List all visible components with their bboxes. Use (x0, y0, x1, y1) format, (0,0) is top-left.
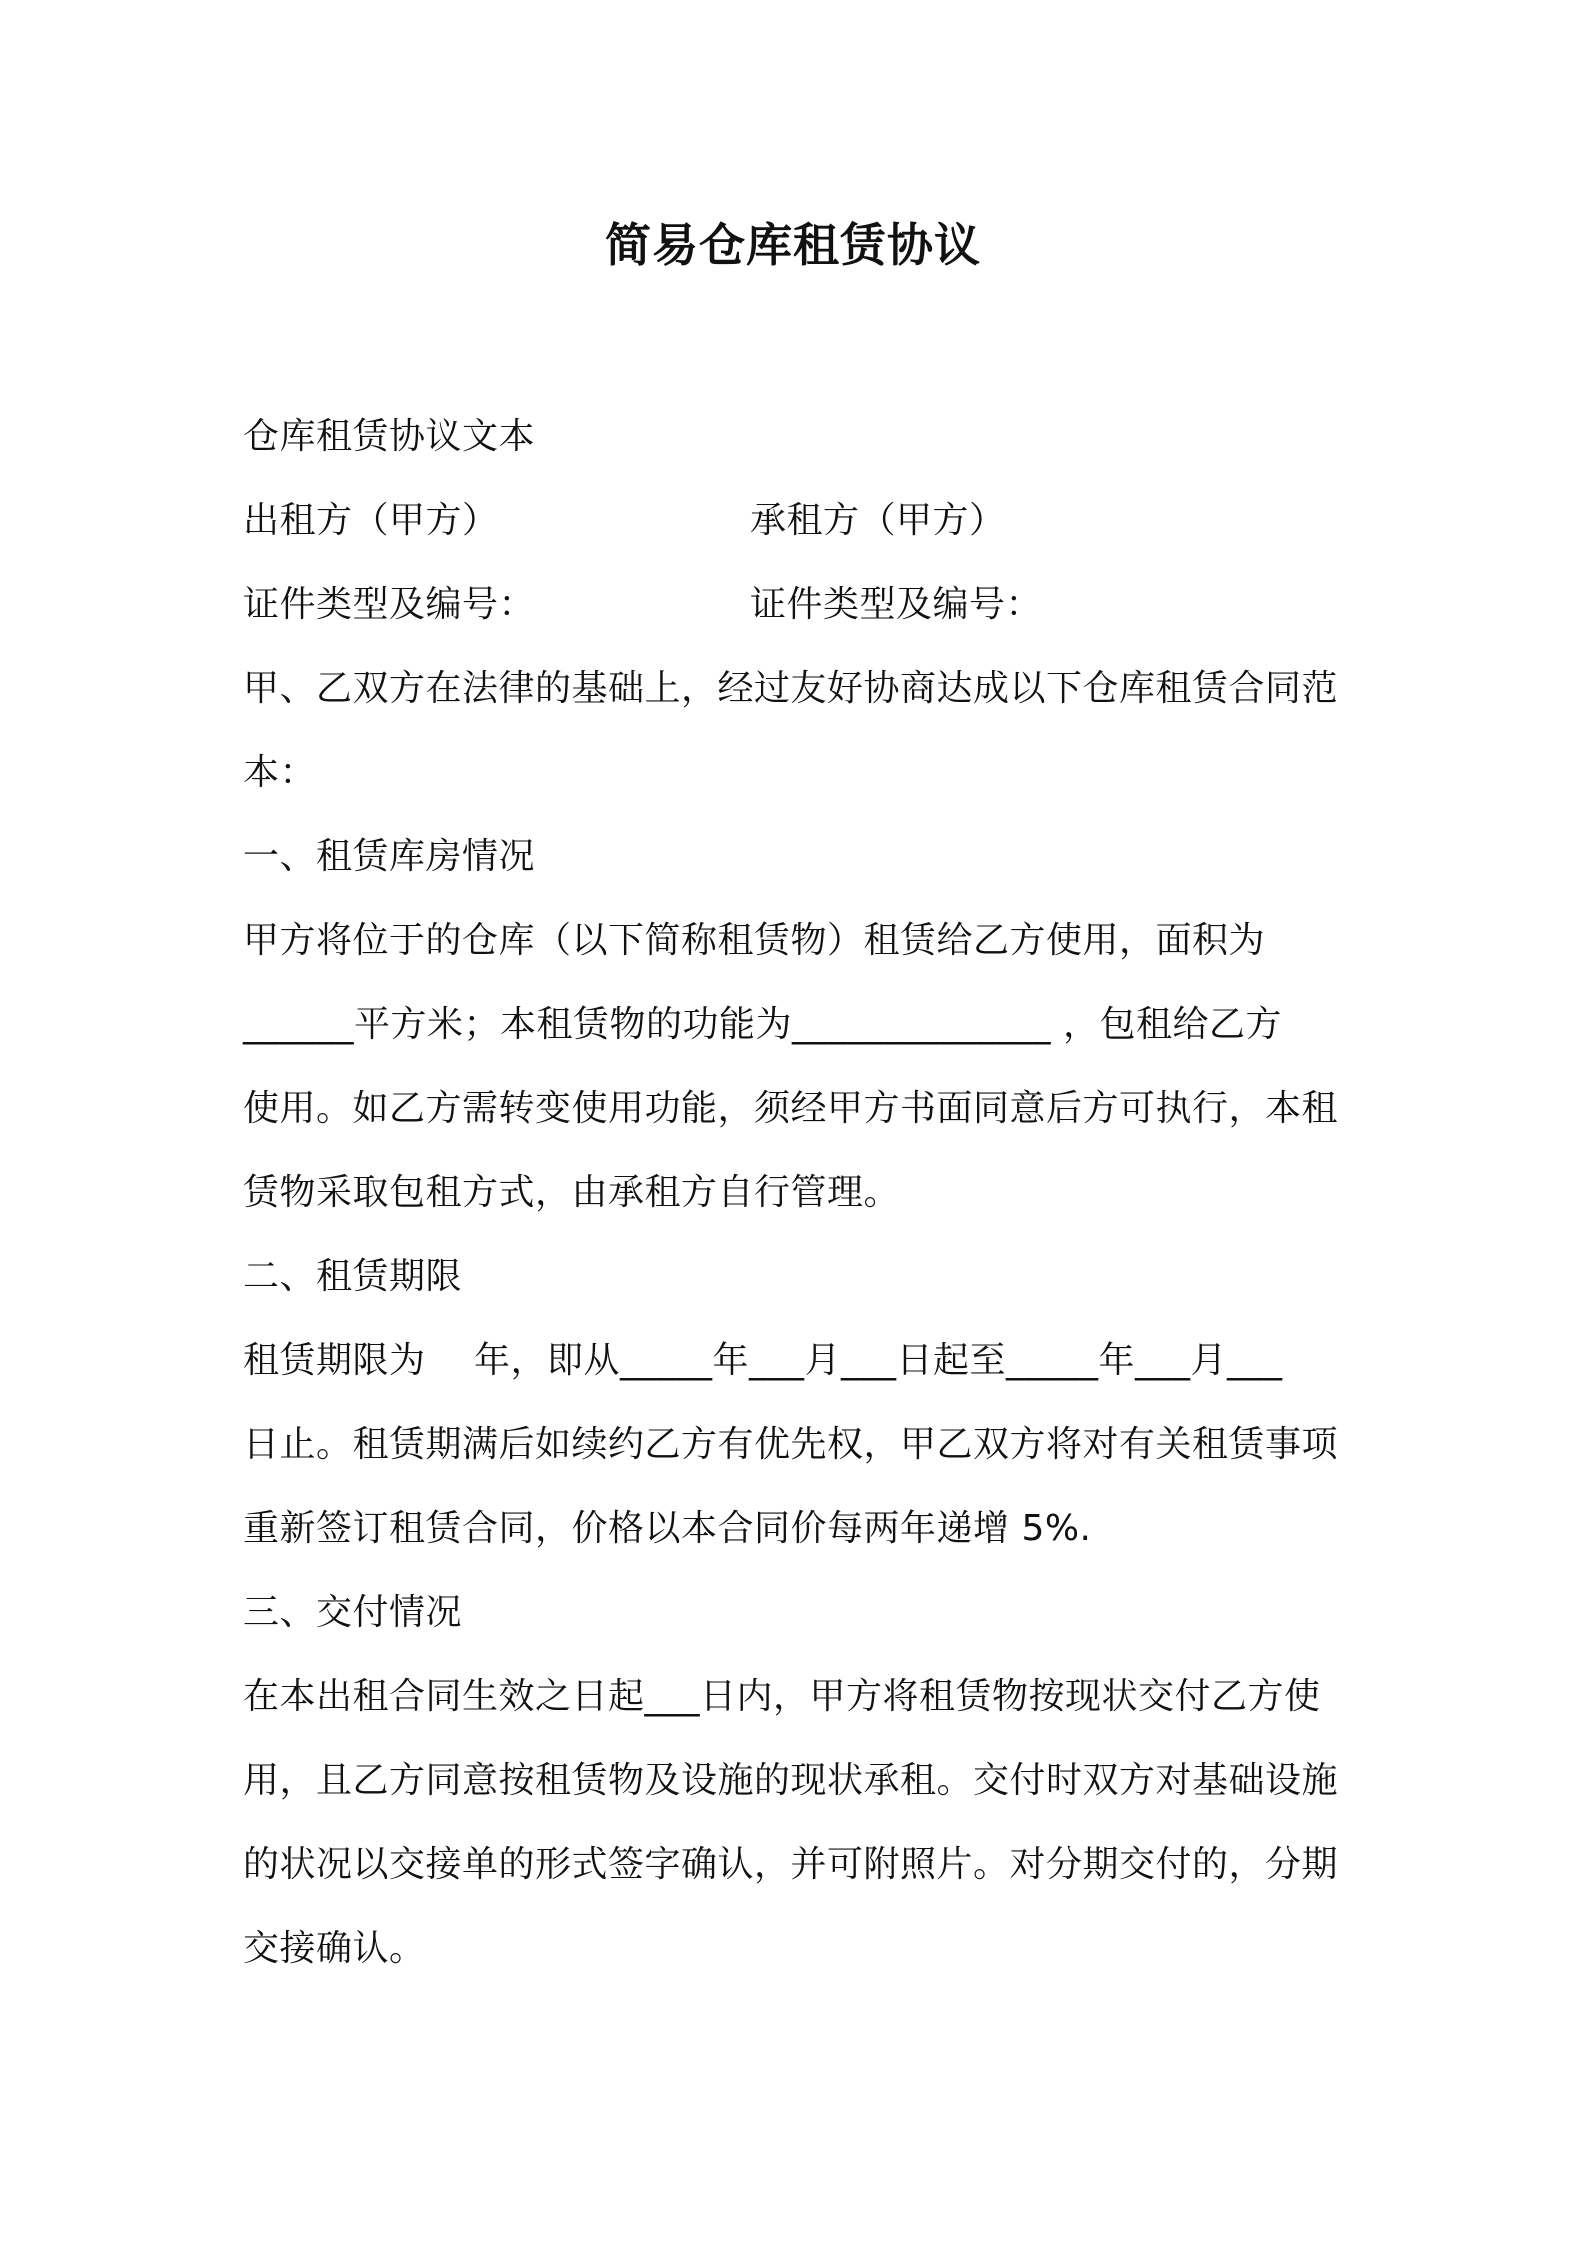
section-line: 在本出租合同生效之日起___日内，甲方将租赁物按现状交付乙方使 (243, 1676, 1321, 1717)
section-heading: 二、租赁期限 (243, 1256, 463, 1297)
section-line: 日止。租赁期满后如续约乙方有优先权，甲乙双方将对有关租赁事项 (243, 1424, 1339, 1465)
section-line: 重新签订租赁合同，价格以本合同价每两年递增 5%. (243, 1508, 1092, 1549)
intro-line: 本： (243, 752, 317, 793)
section-line: 的状况以交接单的形式签字确认，并可附照片。对分期交付的，分期 (243, 1844, 1339, 1885)
lessor-label: 出租方（甲方） (243, 500, 499, 541)
section-line: 租赁期限为 年，即从_____年___月___日起至_____年___月___ (243, 1340, 1283, 1381)
section-heading: 一、租赁库房情况 (243, 836, 536, 877)
section-line: 赁物采取包租方式，由承租方自行管理。 (243, 1172, 901, 1213)
section-line: ______平方米；本租赁物的功能为______________ ，包租给乙方 (243, 1004, 1282, 1045)
lessor-id-label: 证件类型及编号： (243, 584, 536, 625)
section-line: 交接确认。 (243, 1928, 426, 1969)
intro-line: 甲、乙双方在法律的基础上，经过友好协商达成以下仓库租赁合同范 (243, 668, 1339, 709)
section-line: 用，且乙方同意按租赁物及设施的现状承租。交付时双方对基础设施 (243, 1760, 1339, 1801)
document-subtitle: 仓库租赁协议文本 (243, 416, 536, 457)
lessee-id-label: 证件类型及编号： (750, 584, 1043, 625)
section-line: 甲方将位于的仓库（以下简称租赁物）租赁给乙方使用，面积为 (243, 920, 1266, 961)
lessee-label: 承租方（甲方） (750, 500, 1006, 541)
section-line: 使用。如乙方需转变使用功能，须经甲方书面同意后方可执行，本租 (243, 1088, 1339, 1129)
document-title: 简易仓库租赁协议 (605, 218, 981, 272)
section-heading: 三、交付情况 (243, 1592, 463, 1633)
